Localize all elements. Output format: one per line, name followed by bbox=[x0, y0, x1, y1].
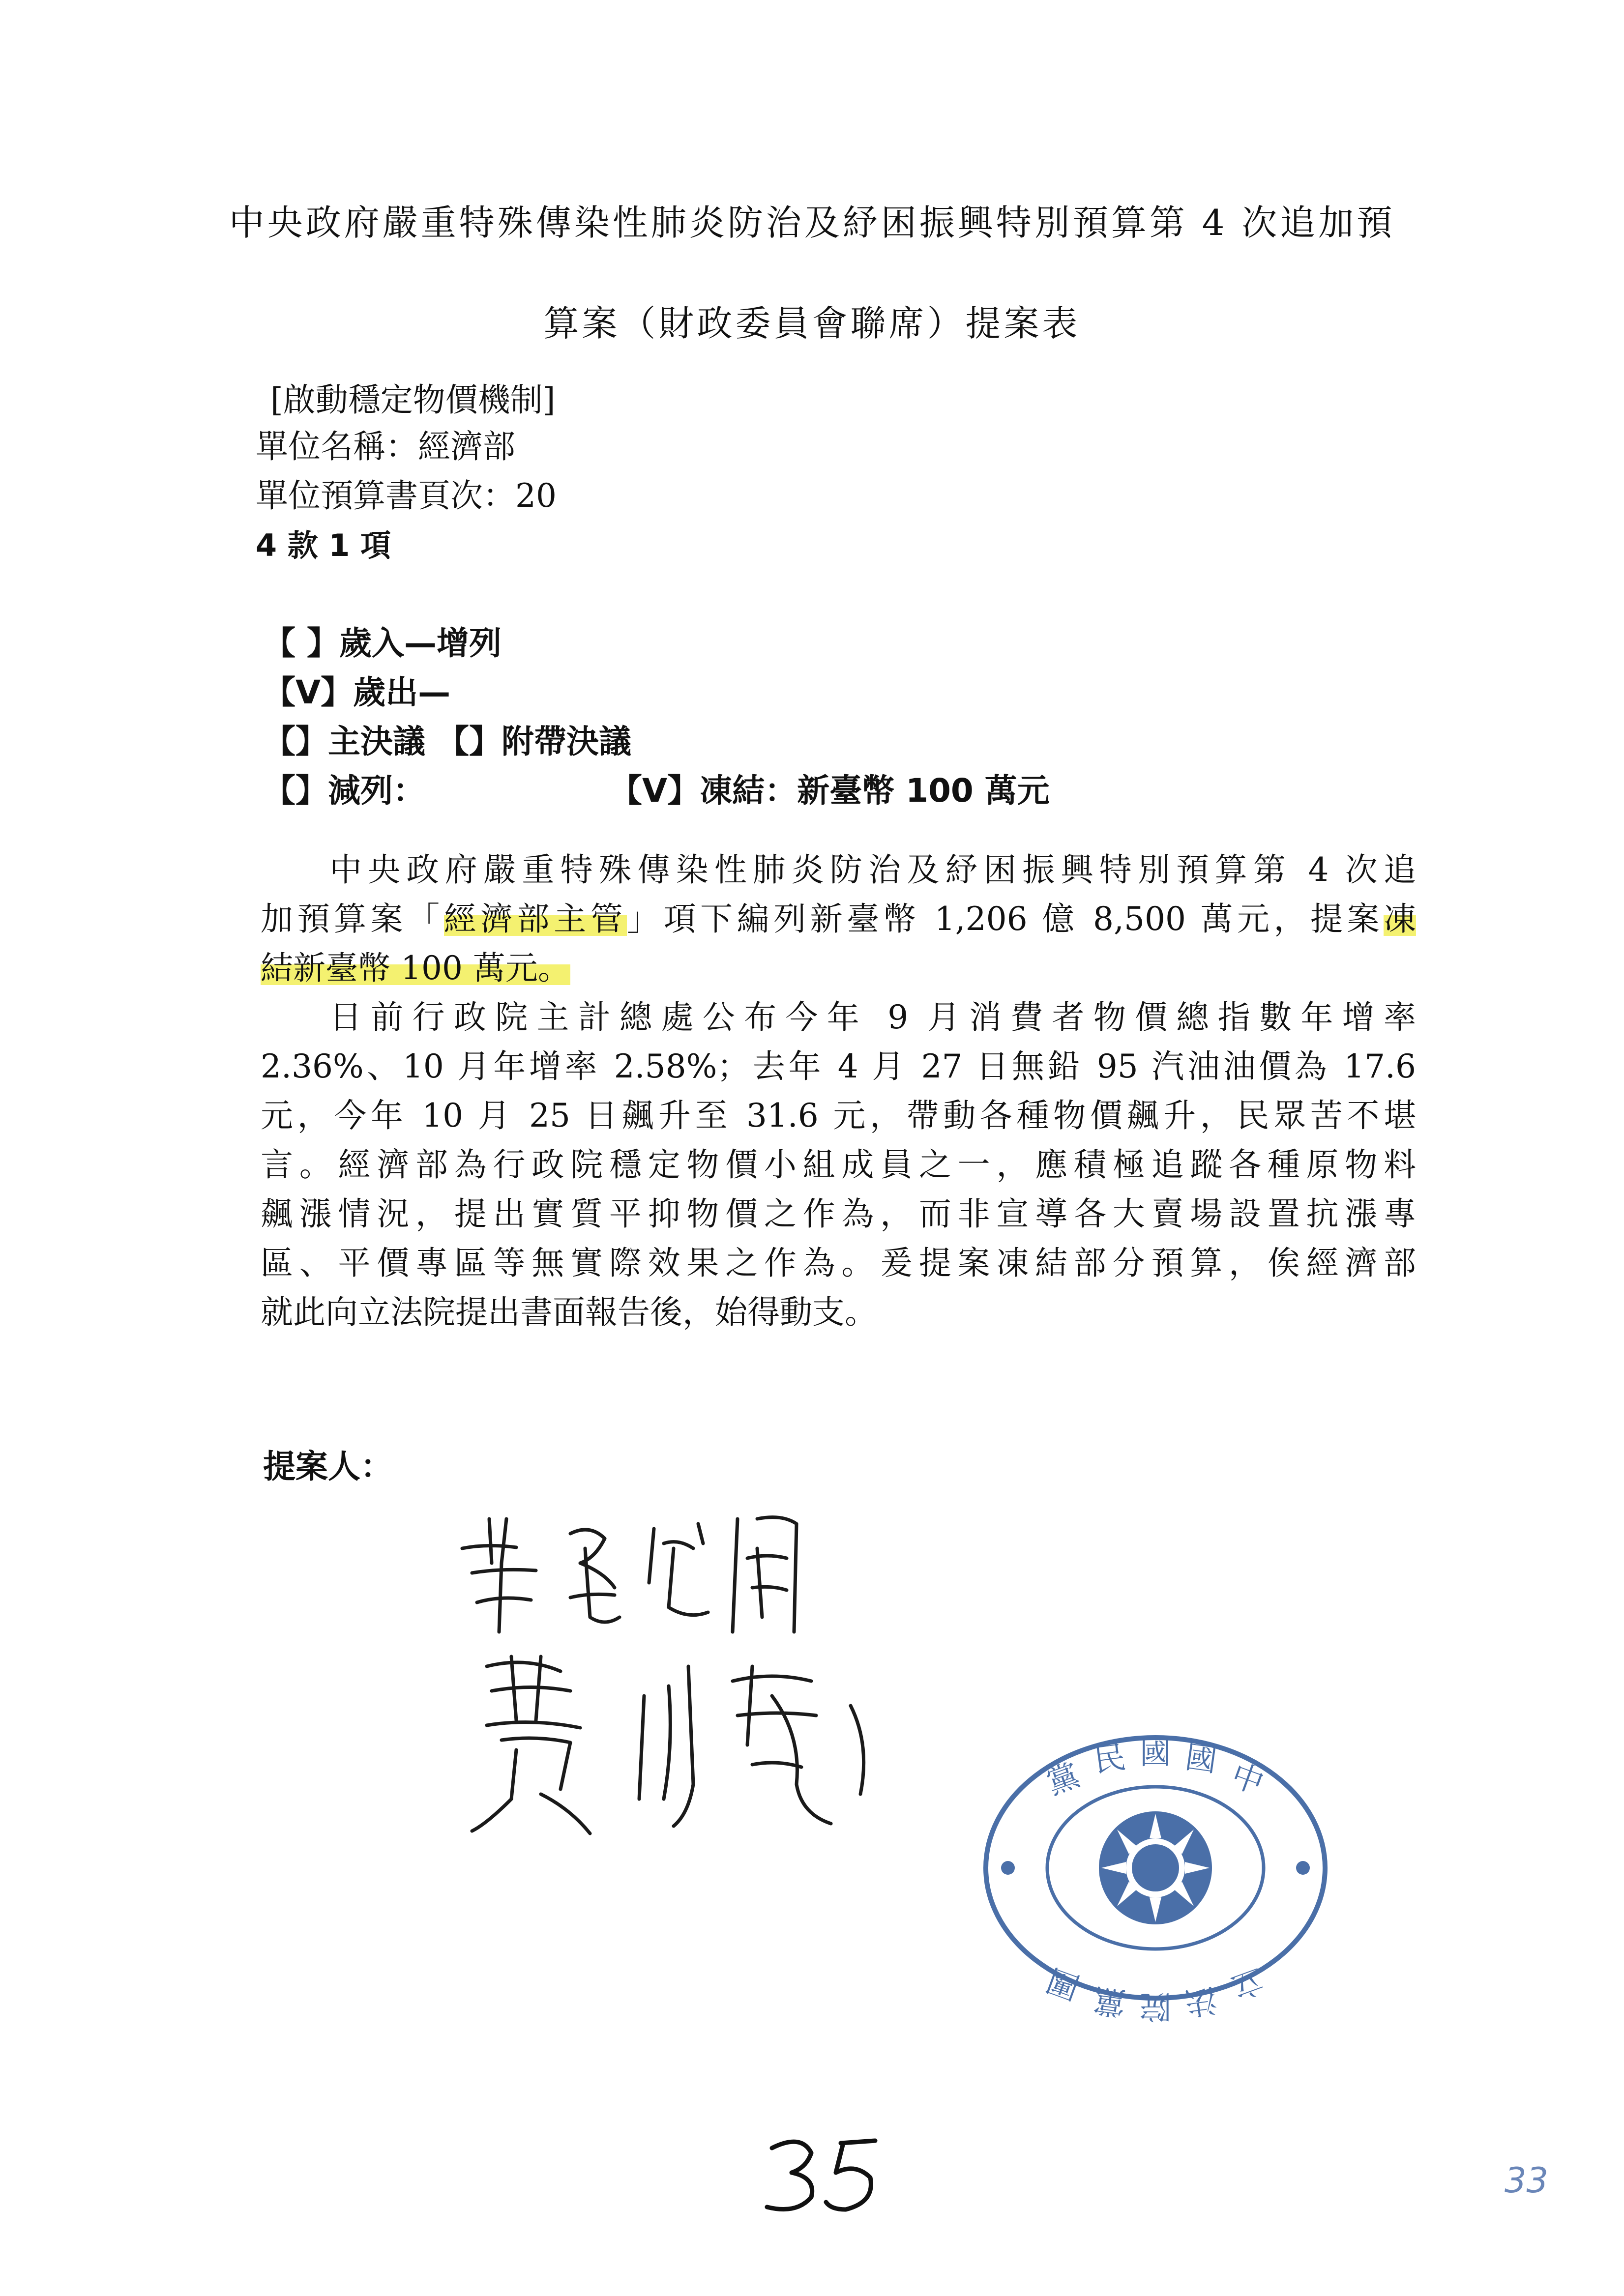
paragraph-line bbox=[261, 895, 1416, 944]
svg-text:立: 立 bbox=[1226, 1961, 1269, 2006]
option-expenditure: 【V】歲出— bbox=[263, 673, 451, 711]
paragraph-line: 言。經濟部為行政院穩定物價小組成員之一，應積極追蹤各種原物料 bbox=[261, 1146, 1416, 1184]
svg-text:院: 院 bbox=[1140, 1988, 1171, 2024]
svg-text:法: 法 bbox=[1183, 1980, 1219, 2021]
paragraph-line: 就此向立法院提出書面報告後，始得動支。 bbox=[261, 1293, 877, 1331]
paragraph-text: 加預算案「 bbox=[261, 900, 444, 938]
budget-item: 4 款 1 項 bbox=[256, 527, 391, 563]
svg-text:國: 國 bbox=[1140, 1735, 1171, 1772]
highlighted-text: 經濟部主管 bbox=[443, 900, 627, 938]
highlighted-text: 凍 bbox=[1384, 900, 1417, 938]
handwritten-page-number bbox=[757, 2128, 885, 2217]
paragraph-line: 日前行政院主計總處公布今年 9 月消費者物價總指數年增率 bbox=[329, 998, 1416, 1036]
paragraph-reason bbox=[261, 993, 1416, 1337]
paragraph-proposal bbox=[261, 845, 1416, 993]
svg-text:民: 民 bbox=[1092, 1739, 1128, 1780]
budget-page-number: 單位預算書頁次：20 bbox=[256, 477, 557, 515]
option-revenue: 【 】歲入—增列 bbox=[263, 624, 502, 662]
paragraph-line: 飆漲情況，提出實質平抑物價之作為，而非宣導各大賣場設置抗漲專 bbox=[261, 1195, 1416, 1233]
page-number-small: 33 bbox=[1505, 2160, 1549, 2201]
paragraph-line: 區、平價專區等無實際效果之作為。爰提案凍結部分預算，俟經濟部 bbox=[261, 1244, 1416, 1282]
paragraph-text: 」項下編列新臺幣 1,206 億 8,500 萬元，提案 bbox=[627, 900, 1384, 938]
paragraph-line bbox=[261, 944, 1416, 993]
paragraph-line: 2.36%、10 月年增率 2.58%；去年 4 月 27 日無鉛 95 汽油油價為 17.6 bbox=[261, 1047, 1416, 1085]
category-label: [啟動穩定物價機制] bbox=[270, 381, 556, 419]
handwritten-signature-2 bbox=[457, 1637, 924, 1843]
paragraph-line: 中央政府嚴重特殊傳染性肺炎防治及紓困振興特別預算第 4 次追 bbox=[329, 851, 1416, 889]
svg-text:國: 國 bbox=[1183, 1739, 1219, 1780]
option-reduction: 【】減列： bbox=[263, 772, 425, 810]
option-freeze: 【V】凍結：新臺幣 100 萬元 bbox=[610, 772, 1050, 810]
svg-text:黨: 黨 bbox=[1042, 1757, 1085, 1802]
document-title-line1: 中央政府嚴重特殊傳染性肺炎防治及紓困振興特別預算第 4 次追加預 bbox=[229, 202, 1395, 243]
document-title-line2: 算案（財政委員會聯席）提案表 bbox=[543, 303, 1081, 344]
paragraph-line: 元，今年 10 月 25 日飆升至 31.6 元，帶動各種物價飆升，民眾苦不堪 bbox=[261, 1097, 1416, 1134]
unit-name: 單位名稱：經濟部 bbox=[256, 428, 515, 465]
highlighted-text: 結新臺幣 100 萬元。 bbox=[261, 949, 570, 987]
handwritten-signature-1 bbox=[443, 1489, 836, 1647]
svg-text:中: 中 bbox=[1226, 1757, 1269, 1802]
proposer-label: 提案人： bbox=[263, 1448, 393, 1485]
svg-text:團: 團 bbox=[1042, 1961, 1085, 2006]
option-resolution: 【】主決議 【】附帶決議 bbox=[263, 723, 631, 760]
svg-text:黨: 黨 bbox=[1092, 1980, 1128, 2021]
party-seal bbox=[978, 1730, 1332, 2024]
